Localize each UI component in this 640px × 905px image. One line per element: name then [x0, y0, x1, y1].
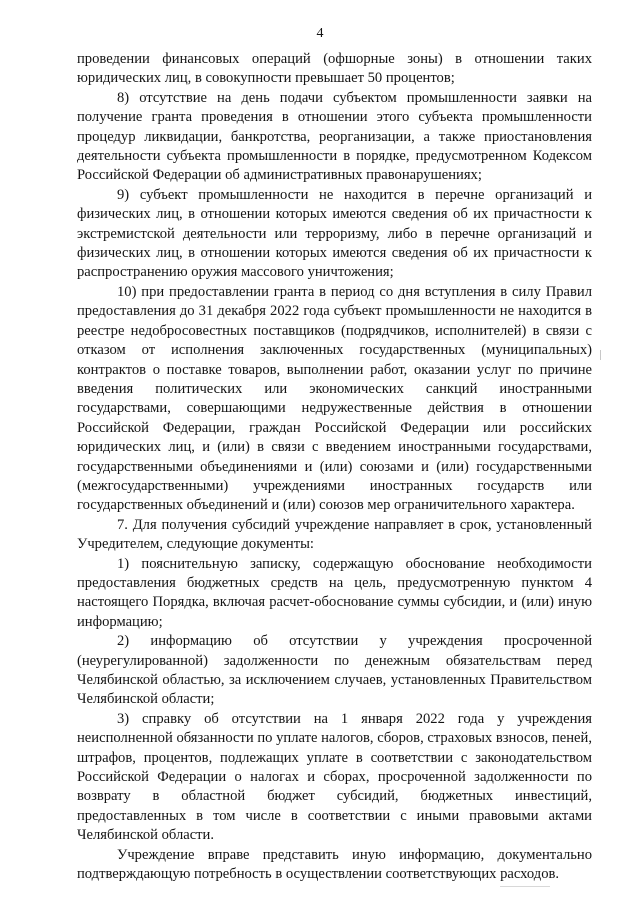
scan-artifact-line — [500, 886, 550, 887]
paragraph-doc-2: 2) информацию об отсутствии у учреждения просроченной (неурегулированной) задолженности по денежным обязательствам перед Челябинской областью, за исключением случаев, установленных Правительством Челябинской области; — [77, 633, 592, 708]
page-number: 4 — [316, 26, 324, 41]
document-body — [77, 50, 592, 884]
paragraph-clause-7: 7. Для получения субсидий учреждение направляет в срок, установленный Учредителем, следующие документы: — [77, 516, 592, 553]
scan-artifact-mark — [600, 350, 601, 360]
paragraph-doc-1: 1) пояснительную записку, содержащую обоснование необходимости предоставления бюджетных средств на цель, предусмотренную пунктом 4 настоящего Порядка, включая расчет-обоснование суммы субсидии, и (или) иную информацию; — [77, 555, 592, 630]
paragraph-item-10: 10) при предоставлении гранта в период со дня вступления в силу Правил предоставления до 31 декабря 2022 года субъект промышленности не находится в реестре недобросовестных поставщиков (подрядчиков, исполнителей) в связи с отказом от исполнения заключенных государственных (муниципальных) контрактов о поставке товаров, выполнении работ, оказании услуг по причине введения политических или экономических санкций иностранными государствами, совершающими недружественные действия в отношении Российской Федерации, граждан Российской Федерации или российских юридических лиц, и (или) в связи с введением иностранными государствами, государственными объединениями и (или) союзами и (или) государственными (межгосударственными) учреждениями иностранных государств или государственных объединений и (или) союзов мер ограничительного характера. — [77, 283, 592, 514]
paragraph-doc-3: 3) справку об отсутствии на 1 января 2022 года у учреждения неисполненной обязанности по уплате налогов, сборов, страховых взносов, пеней, штрафов, процентов, подлежащих уплате в соответствии с законодательством Российской Федерации о налогах и сборах, просроченной задолженности по возврату в областной бюджет субсидий, бюджетных инвестиций, предоставленных в том числе в соответствии с иными правовыми актами Челябинской области. — [77, 710, 592, 844]
paragraph-item-8: 8) отсутствие на день подачи субъектом промышленности заявки на получение гранта проведения в отношении этого субъекта промышленности процедур ликвидации, банкротства, реорганизации, а также приостановления деятельности субъекта промышленности в порядке, предусмотренном Кодексом Российской Федерации об административных правонарушениях; — [77, 89, 592, 184]
paragraph-additional-info: Учреждение вправе представить иную информацию, документально подтверждающую потребность в осуществлении соответствующих расходов. — [77, 846, 592, 883]
paragraph-item-9: 9) субъект промышленности не находится в перечне организаций и физических лиц, в отношении которых имеются сведения об их причастности к экстремистской деятельности или терроризму, либо в перечне организаций и физических лиц, в отношении которых имеются сведения об их причастности к распространению оружия массового уничтожения; — [77, 186, 592, 281]
paragraph-offshore-continuation: проведении финансовых операций (офшорные зоны) в отношении таких юридических лиц, в совокупности превышает 50 процентов; — [77, 51, 592, 87]
